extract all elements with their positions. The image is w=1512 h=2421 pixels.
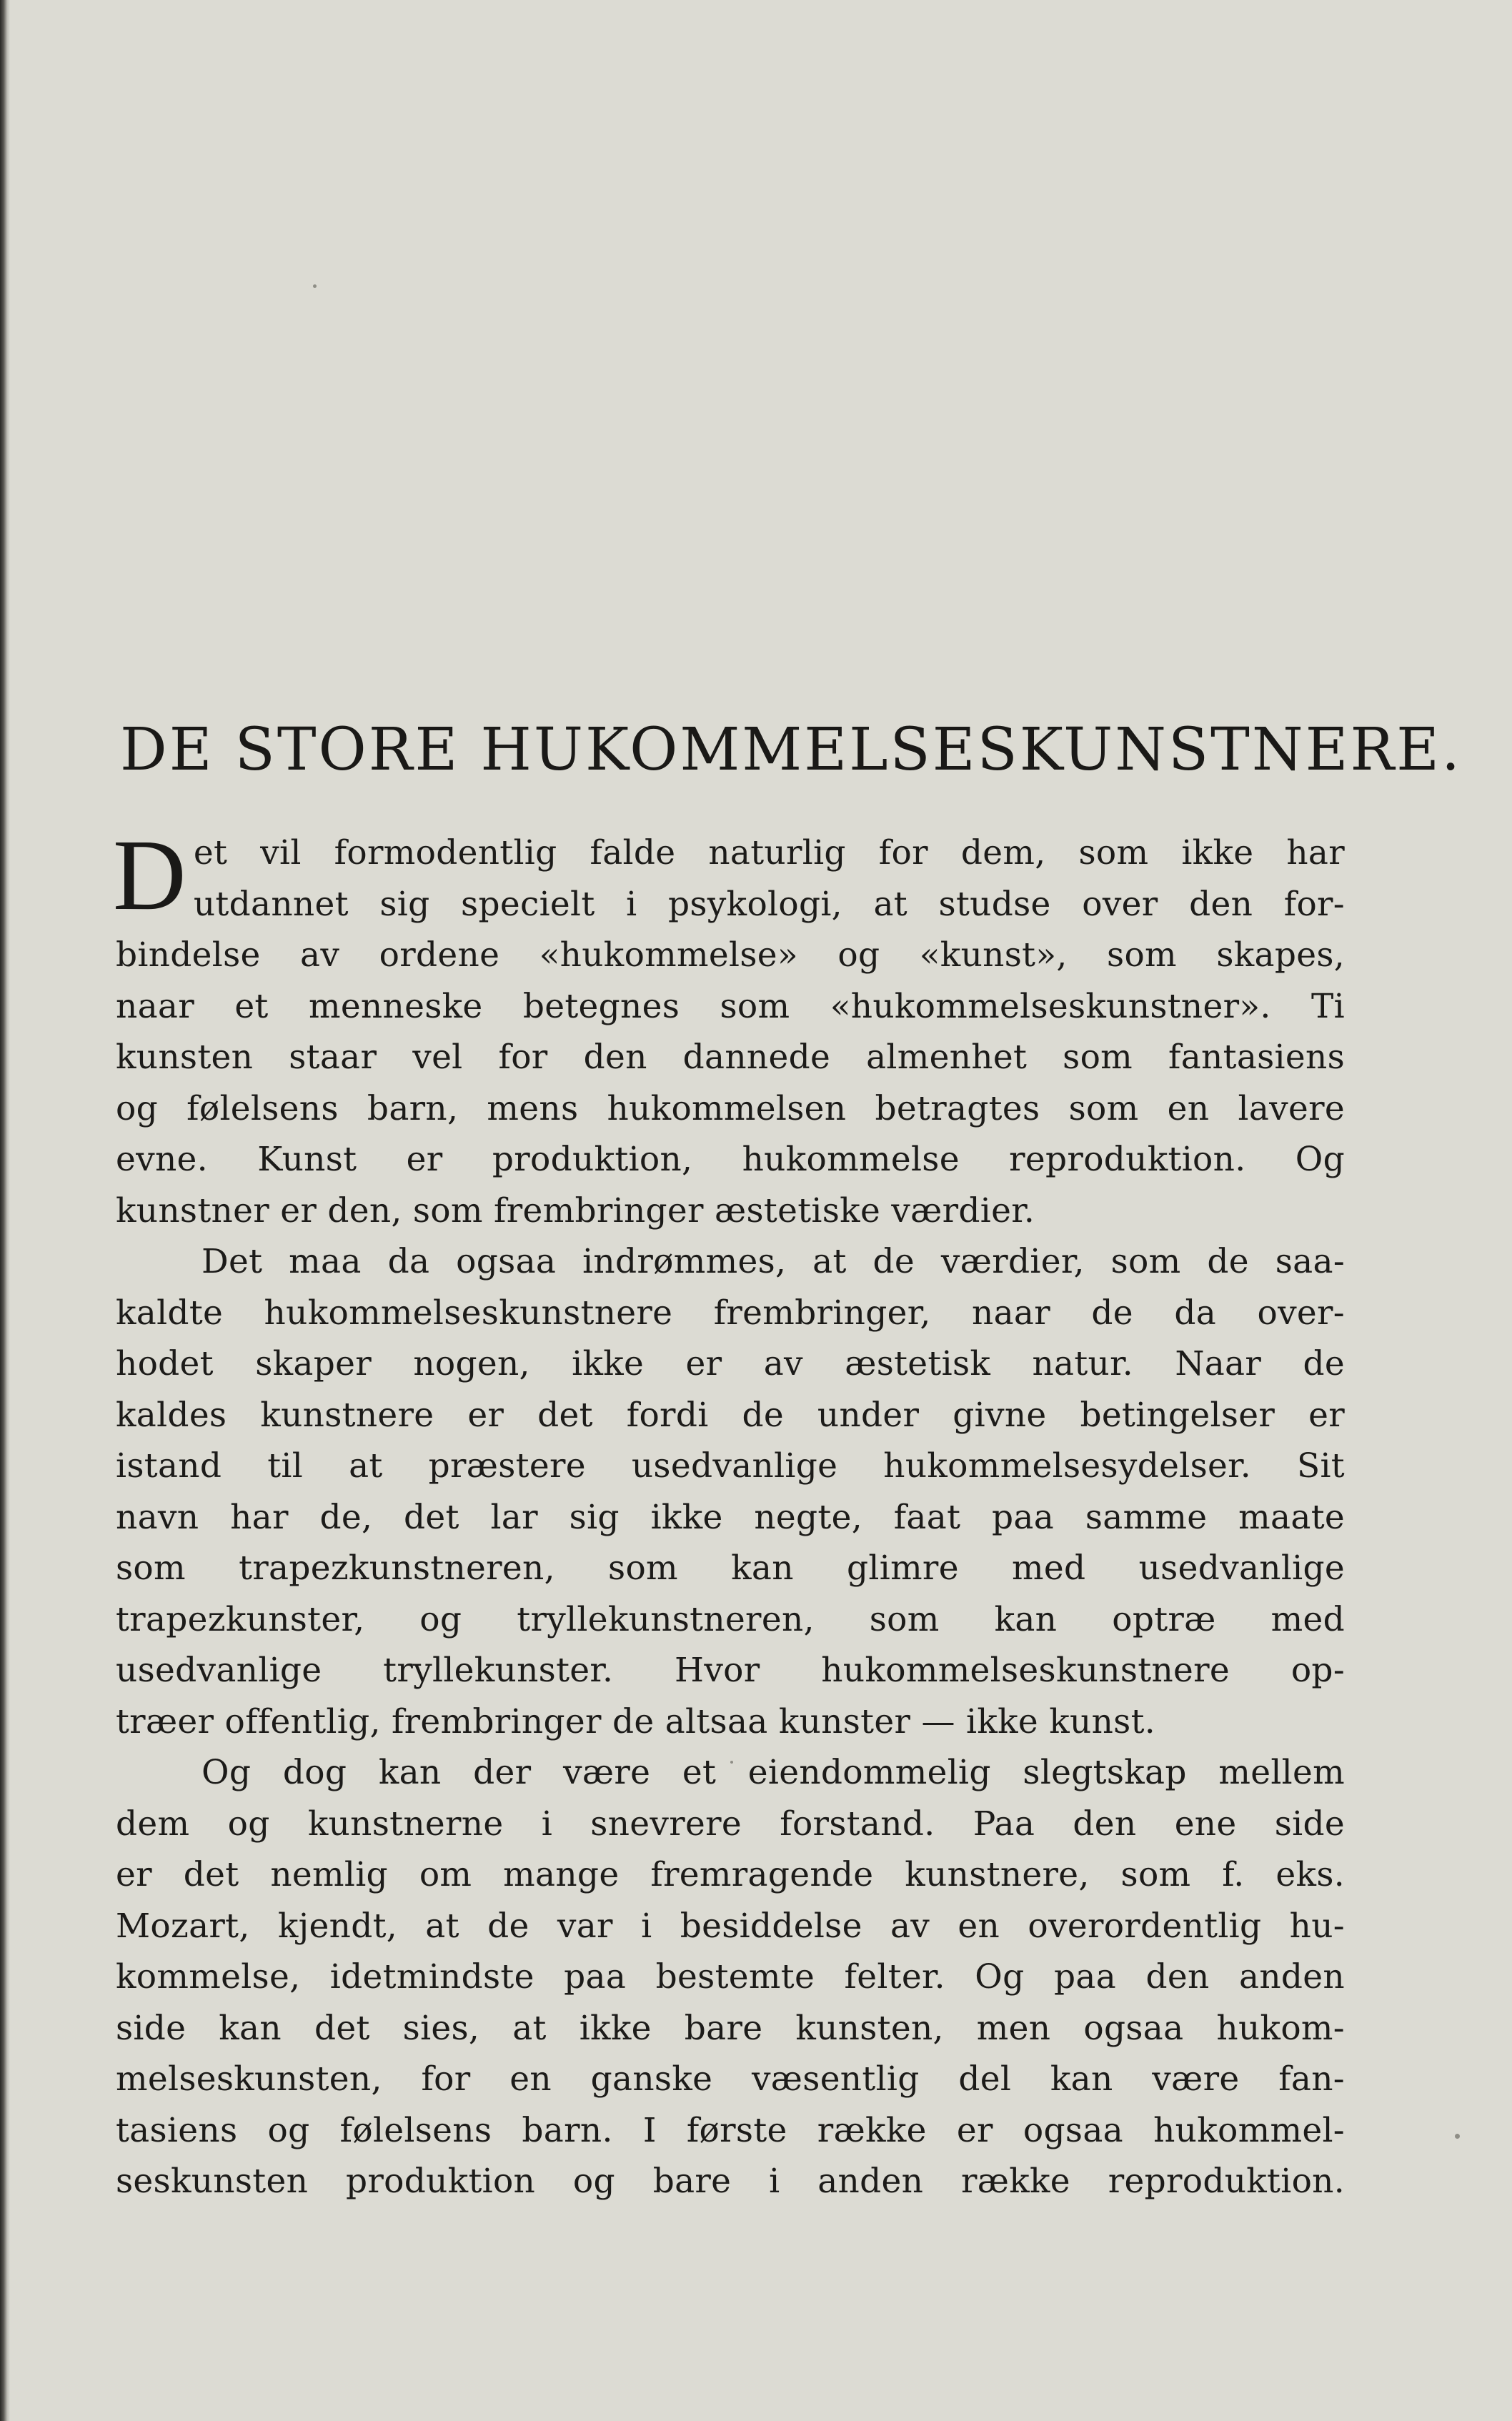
text-line: Og dog kan der være et eiendommelig slegtskap mellem [202,1753,1345,1792]
text-line: navn har de, det lar sig ikke negte, faat paa samme maate [116,1497,1345,1537]
text-line: er det nemlig om mange fremragende kunstnere, som f. eks. [116,1855,1345,1894]
chapter-title: DE STORE HUKOMMELSESKUNSTNERE. [120,716,1463,784]
text-line: kaldte hukommelseskunstnere frembringer, naar de da over- [116,1293,1345,1333]
text-line: hodet skaper nogen, ikke er av æstetisk natur. Naar de [116,1344,1345,1383]
text-line: et vil formodentlig falde naturlig for dem, som ikke har [193,833,1345,873]
paragraph-1 [113,818,1345,1236]
text-line: Mozart, kjendt, at de var i besiddelse av en overordentlig hu- [116,1906,1345,1946]
text-line: som trapezkunstneren, som kan glimre med usedvanlige [116,1548,1345,1588]
text-line: trapezkunster, og tryllekunstneren, som kan optræ med [116,1599,1345,1639]
text-line: Det maa da ogsaa indrømmes, at de værdier, som de saa- [202,1242,1345,1281]
text-line: side kan det sies, at ikke bare kunsten, men ogsaa hukom- [116,2008,1345,2048]
text-line: utdannet sig specielt i psykologi, at studse over den for- [193,884,1345,924]
text-line: tasiens og følelsens barn. I første række er ogsaa hukommel- [116,2110,1345,2150]
text-line: dem og kunstnerne i snevrere forstand. Paa den ene side [116,1804,1345,1844]
text-line: istand til at præstere usedvanlige hukommelsesydelser. Sit [116,1446,1345,1486]
text-line: naar et menneske betegnes som «hukommelseskunstner». Ti [116,986,1345,1026]
text-line: kunstner er den, som frembringer æstetiske værdier. [116,1190,1035,1231]
text-line: evne. Kunst er produktion, hukommelse reproduktion. Og [116,1140,1345,1179]
page-binding-edge [0,0,10,2421]
text-line: træer offentlig, frembringer de altsaa kunster — ikke kunst. [116,1701,1156,1741]
text-line: kommelse, idetmindste paa bestemte felter. Og paa den anden [116,1957,1345,1997]
text-line: kunsten staar vel for den dannede almenhet som fantasiens [116,1038,1345,1077]
paragraph-3 [116,1747,1345,2207]
text-line: usedvanlige tryllekunster. Hvor hukommelseskunstnere op- [116,1651,1345,1690]
body-text [113,818,1345,2207]
paper-speck [1455,2134,1460,2139]
text-line: kaldes kunstnere er det fordi de under givne betingelser er [116,1395,1345,1435]
text-line: bindelse av ordene «hukommelse» og «kunst», som skapes, [116,935,1345,975]
paragraph-2 [116,1236,1345,1747]
text-line: melseskunsten, for en ganske væsentlig del kan være fan- [116,2059,1345,2099]
text-line: og følelsens barn, mens hukommelsen betragtes som en lavere [116,1088,1345,1128]
paper-speck [313,284,317,288]
drop-cap: D [113,818,186,931]
text-line: seskunsten produktion og bare i anden række reproduktion. [116,2162,1345,2201]
